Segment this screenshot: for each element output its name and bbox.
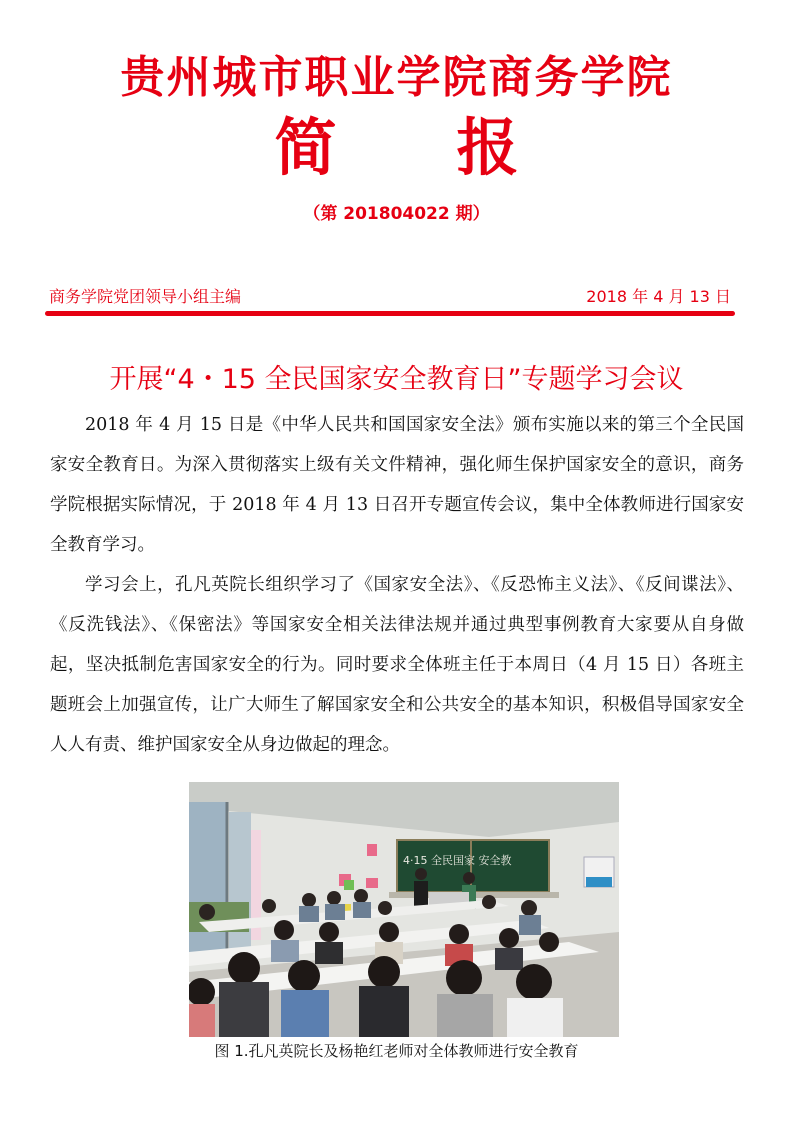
article-title: 开展“4・15 全民国家安全教育日”专题学习会议 [109,364,684,395]
bulletin-title [0,108,793,188]
photo-caption: 图 1.孔凡英院长及杨艳红老师对全体教师进行安全教育 [214,1042,579,1060]
bulletin-title-char-1: 简 [274,111,337,184]
paragraph-2: 学习会上，孔凡英院长组织学习了《国家安全法》、《反恐怖主义法》、《反间谍法》、《反洗钱法》、《保密法》等国家安全相关法律法规并通过典型事例教育大家要从自身做起，坚决抵制危害国家安全的行为。同时要求全体班主任于本周日（4 月 15 日）各班主题班会上加强宣传，让广大师生了解国家安全和公共安全的基本知识，积极倡导国家安全人人有责、维护国家安全从身边做起的理念。 [50,575,744,755]
article-body [50,405,744,765]
issue-date: 2018 年 4 月 13 日 [586,287,731,306]
bulletin-title-char-2: 报 [456,111,519,184]
issue-number: （第 201804022 期） [303,204,490,224]
paragraph-1: 2018 年 4 月 15 日是《中华人民共和国国家安全法》颁布实施以来的第三个全民国家安全教育日。为深入贯彻落实上级有关文件精神，强化师生保护国家安全的意识，商务学院根据实际情况，于 2018 年 4 月 13 日召开专题宣传会议，集中全体教师进行国家安全教育学习。 [50,415,744,555]
org-title: 贵州城市职业学院商务学院 [120,52,673,103]
meeting-photo [189,782,619,1037]
header-divider [45,311,735,316]
editor-line: 商务学院党团领导小组主编 [49,287,242,306]
masthead [45,285,735,311]
blackboard-text: 4·15 全民国家 安全教 [403,854,512,867]
